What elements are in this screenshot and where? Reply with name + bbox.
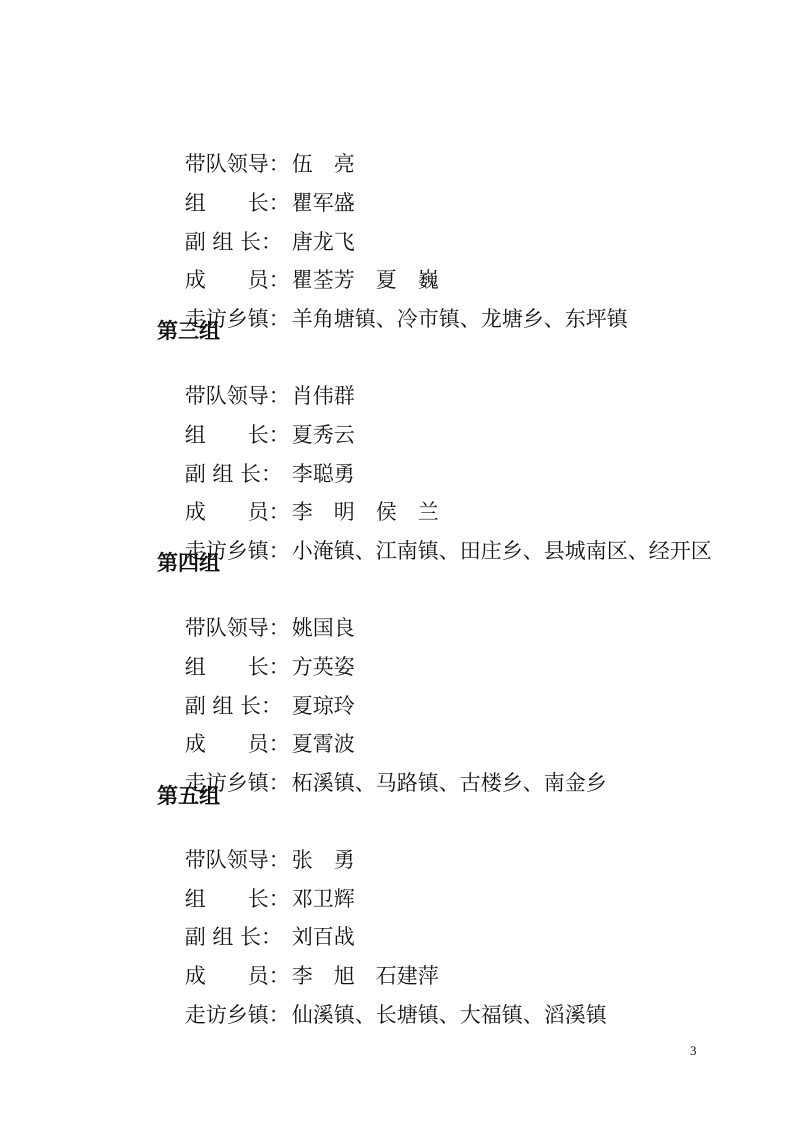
entry-label: 成 员： [184, 500, 290, 524]
entry-value: 唐龙飞 [291, 230, 355, 254]
entry-value: 李聪勇 [291, 462, 355, 486]
entry-label: 组 长： [184, 191, 290, 215]
entry-label: 成 员： [184, 964, 290, 988]
page-number: 3 [690, 1043, 697, 1058]
entry-label: 带队领导： [184, 616, 290, 640]
entry-label: 走访乡镇： [184, 307, 290, 331]
entry-line [158, 976, 607, 1054]
entry-label: 带队领导： [184, 152, 290, 176]
entry-label: 组 长： [184, 423, 290, 447]
entry-label: 带队领导： [184, 384, 290, 408]
entry-label: 带队领导： [184, 848, 290, 872]
entry-value: 瞿荃芳 夏 巍 [291, 268, 439, 292]
entry-label: 副 组 长： [184, 462, 283, 486]
entry-label: 走访乡镇： [184, 771, 290, 795]
entry-value: 伍 亮 [291, 152, 355, 176]
entry-value: 方英姿 [291, 655, 355, 679]
entry-value: 肖伟群 [291, 384, 355, 408]
entry-label: 走访乡镇： [184, 1003, 290, 1027]
group-heading: 第四组 [157, 550, 220, 575]
group-heading: 第三组 [157, 318, 220, 343]
entry-value: 仙溪镇、长塘镇、大福镇、滔溪镇 [291, 1003, 607, 1027]
entry-value: 刘百战 [291, 925, 355, 949]
entry-line [158, 744, 607, 822]
entry-label: 走访乡镇： [184, 539, 290, 563]
entry-value: 夏霄波 [291, 732, 355, 756]
entry-label: 副 组 长： [184, 925, 283, 949]
entry-label: 组 长： [184, 887, 290, 911]
entry-value: 柘溪镇、马路镇、古楼乡、南金乡 [291, 771, 607, 795]
entry-value: 小淹镇、江南镇、田庄乡、县城南区、经开区 [291, 539, 712, 563]
entry-value: 李 旭 石建萍 [291, 964, 439, 988]
entry-label: 成 员： [184, 268, 290, 292]
entry-value: 邓卫辉 [291, 887, 355, 911]
entry-label: 组 长： [184, 655, 290, 679]
entry-line [158, 512, 712, 590]
entry-value: 瞿军盛 [291, 191, 355, 215]
entry-value: 夏秀云 [291, 423, 355, 447]
entry-label: 副 组 长： [184, 230, 283, 254]
entry-value: 张 勇 [291, 848, 355, 872]
entry-label: 成 员： [184, 732, 290, 756]
entry-value: 夏琼玲 [291, 694, 355, 718]
group-heading: 第五组 [157, 783, 220, 808]
entry-value: 李 明 侯 兰 [291, 500, 439, 524]
entry-value: 羊角塘镇、冷市镇、龙塘乡、东坪镇 [291, 307, 628, 331]
entry-value: 姚国良 [291, 616, 355, 640]
entry-line [158, 280, 628, 358]
entry-label: 副 组 长： [184, 694, 283, 718]
